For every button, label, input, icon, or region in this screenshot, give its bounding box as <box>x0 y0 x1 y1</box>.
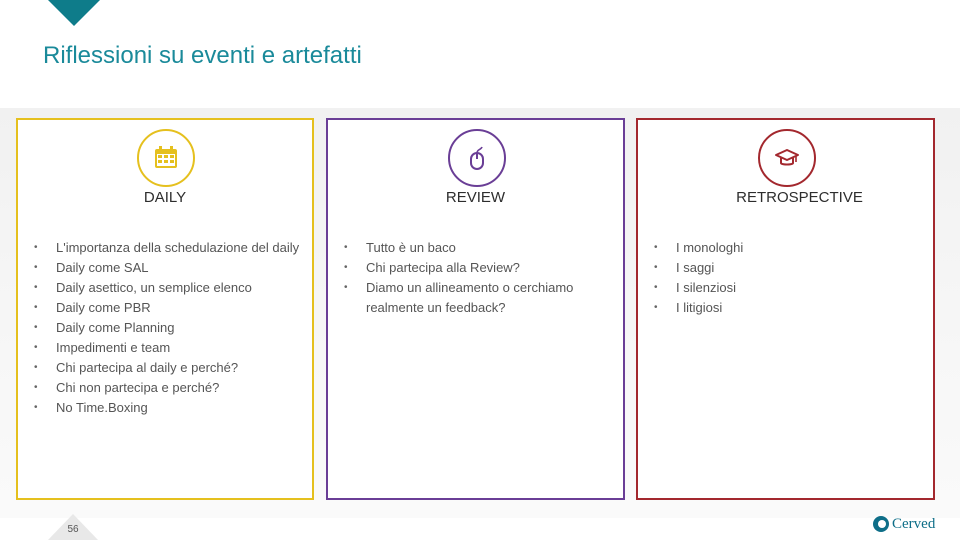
calendar-icon <box>153 145 179 171</box>
retrospective-heading: RETROSPECTIVE <box>736 189 863 206</box>
mouse-icon <box>464 145 490 171</box>
logo-text: Cerved <box>892 515 936 532</box>
retrospective-panel <box>636 118 935 500</box>
retrospective-list <box>648 238 923 318</box>
list-item: • I silenziosi <box>648 278 923 298</box>
list-item: • Diamo un allineamento o cerchiamo realmente un feedback? <box>338 278 613 318</box>
slide-title: Riflessioni su eventi e artefatti <box>43 42 362 69</box>
daily-heading: DAILY <box>143 189 187 206</box>
list-item: • L'importanza della schedulazione del daily <box>28 238 302 258</box>
list-item: • Daily come SAL <box>28 258 302 278</box>
daily-panel <box>16 118 314 500</box>
review-icon-circle <box>448 129 506 187</box>
page-number: 56 <box>67 524 79 535</box>
list-item: • Daily asettico, un semplice elenco <box>28 278 302 298</box>
list-item: • I saggi <box>648 258 923 278</box>
daily-list <box>28 238 302 418</box>
list-item: • I monologhi <box>648 238 923 258</box>
review-heading: REVIEW <box>445 189 506 206</box>
cerved-logo <box>873 514 935 534</box>
list-item: • Tutto è un baco <box>338 238 613 258</box>
list-item: • Daily come Planning <box>28 318 302 338</box>
review-list <box>338 238 613 318</box>
review-panel <box>326 118 625 500</box>
daily-icon-circle <box>137 129 195 187</box>
list-item: • Daily come PBR <box>28 298 302 318</box>
retrospective-icon-circle <box>758 129 816 187</box>
list-item: • Impedimenti e team <box>28 338 302 358</box>
graduation-cap-icon <box>774 145 800 171</box>
list-item: • Chi non partecipa e perché? <box>28 378 302 398</box>
page-number-tab <box>48 514 98 540</box>
top-corner-decoration <box>48 0 100 26</box>
logo-mark-icon <box>873 516 889 532</box>
list-item: • I litigiosi <box>648 298 923 318</box>
list-item: • Chi partecipa al daily e perché? <box>28 358 302 378</box>
list-item: • No Time.Boxing <box>28 398 302 418</box>
list-item: • Chi partecipa alla Review? <box>338 258 613 278</box>
